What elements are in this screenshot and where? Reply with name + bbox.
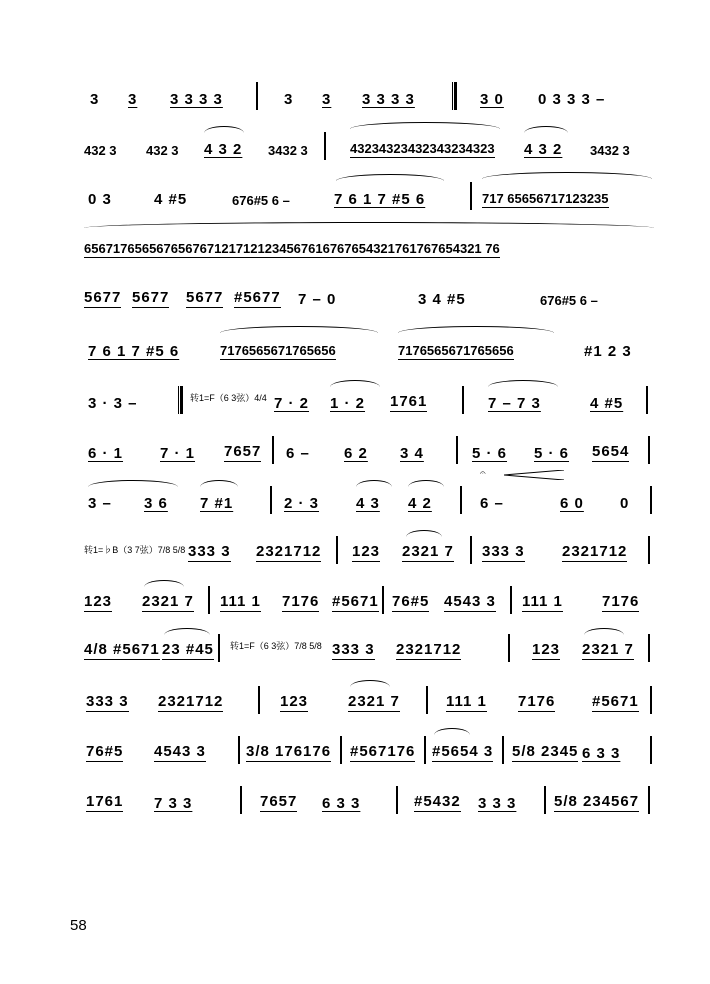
score-line-10 <box>84 524 664 564</box>
note-group: 4 #5 <box>590 395 624 412</box>
barline <box>650 686 652 714</box>
score-line-14 <box>84 724 664 764</box>
barline <box>508 634 510 662</box>
barline <box>272 436 274 464</box>
barline <box>646 386 648 414</box>
barline <box>650 736 652 764</box>
note-group: 3 <box>128 91 138 108</box>
barline <box>456 436 458 464</box>
note-group: 4 3 <box>356 495 380 512</box>
slur <box>330 380 380 387</box>
slur <box>406 530 442 537</box>
slur <box>356 480 392 487</box>
slur <box>84 222 654 228</box>
barline <box>648 436 650 464</box>
note-group: 123 <box>532 641 561 658</box>
note-group: 0 3 3 3 – <box>538 91 606 108</box>
note-group: 3 <box>284 91 294 108</box>
note-group: #5432 <box>414 793 461 810</box>
note-group: 3 0 <box>480 91 504 108</box>
note-group: 6 – <box>480 495 504 512</box>
barline <box>502 736 504 764</box>
slur <box>488 380 558 387</box>
barline <box>470 536 472 564</box>
note-group: #5671 <box>332 593 379 610</box>
barline <box>238 736 240 764</box>
slur <box>204 126 244 133</box>
note-group: 3/8 176176 <box>246 743 332 760</box>
note-group: 76#5 <box>86 743 124 760</box>
note-group: 2321 7 <box>402 543 454 560</box>
note-group: 7 3 3 <box>154 795 193 812</box>
note-group: 7176 <box>518 693 556 710</box>
note-group: 3 · 3 – <box>88 395 138 412</box>
score-line-2 <box>84 120 664 160</box>
barline <box>648 786 650 814</box>
barline <box>270 486 272 514</box>
note-group: 7 6 1 7 #5 6 <box>334 191 426 208</box>
note-group: 7 #1 <box>200 495 234 512</box>
double-barline <box>178 386 183 414</box>
slur <box>350 122 500 129</box>
note-group: 4 3 2 <box>524 141 563 158</box>
barline <box>382 586 384 614</box>
note-group: 3 3 3 <box>478 795 517 812</box>
slur <box>482 172 652 179</box>
note-group: 1761 <box>86 793 124 810</box>
grace-note-group: 432 3 <box>146 143 179 158</box>
note-group: 1 · 2 <box>330 395 366 412</box>
note-group: 76#5 <box>392 593 430 610</box>
grace-note-group: 3432 3 <box>268 143 308 158</box>
note-group: 1761 <box>390 393 428 410</box>
slur <box>398 326 554 333</box>
note-group: 2321712 <box>256 543 322 560</box>
barline <box>460 486 462 514</box>
note-group: 3 6 <box>144 495 168 512</box>
note-group: 717 65656717123235 <box>482 191 609 206</box>
barline <box>650 486 652 514</box>
note-group: 7176565671765656 <box>398 343 514 358</box>
note-group: 5 · 6 <box>534 445 570 462</box>
score-line-4 <box>84 220 664 260</box>
note-group: 123 <box>280 693 309 710</box>
note-group: 4 2 <box>408 495 432 512</box>
score-line-1 <box>84 70 664 110</box>
score-line-11 <box>84 574 664 614</box>
note-group: #5677 <box>234 289 281 306</box>
note-group: 123 <box>84 593 113 610</box>
note-group: 333 3 <box>86 693 129 710</box>
slur <box>408 480 444 487</box>
slur <box>144 580 184 587</box>
page-number: 58 <box>70 917 87 934</box>
note-group: 111 1 <box>220 593 261 610</box>
note-group: 333 3 <box>482 543 525 560</box>
note-group: 6567176565676567671217121234567616767654321761767654321 76 <box>84 241 500 256</box>
note-group: 3 4 #5 <box>418 291 466 308</box>
barline <box>424 736 426 764</box>
note-group: 6 – <box>286 445 310 462</box>
note-group: 0 <box>620 495 630 512</box>
note-group: 4543 3 <box>444 593 496 610</box>
note-group: #5654 3 <box>432 743 494 760</box>
grace-note-group: 676#5 6 – <box>232 193 290 208</box>
slur <box>220 326 378 333</box>
note-group: 6 · 1 <box>88 445 124 462</box>
note-group: 7 6 1 7 #5 6 <box>88 343 180 360</box>
grace-note-group: 3432 3 <box>590 143 630 158</box>
barline <box>544 786 546 814</box>
slur <box>584 628 624 635</box>
note-group: 7657 <box>224 443 262 460</box>
score-line-3 <box>84 170 664 210</box>
note-group: 6 2 <box>344 445 368 462</box>
key-change-label: 转1=F（6 3弦）4/4 <box>190 393 267 403</box>
barline <box>324 132 326 160</box>
note-group: 2321 7 <box>142 593 194 610</box>
note-group: 4/8 #5671 <box>84 641 160 658</box>
note-group: 5654 <box>592 443 630 460</box>
slur <box>336 174 444 181</box>
note-group: 3 3 3 3 <box>170 91 223 108</box>
note-group: 23 #45 <box>162 641 214 658</box>
note-group: 3 3 3 3 <box>362 91 415 108</box>
note-group: #567176 <box>350 743 416 760</box>
note-group: 5677 <box>84 289 122 306</box>
barline <box>208 586 210 614</box>
note-group: 7176 <box>282 593 320 610</box>
note-group: 43234323432343234323 <box>350 141 495 156</box>
score-line-9 <box>84 468 664 514</box>
barline <box>218 634 220 662</box>
note-group: 7176565671765656 <box>220 343 336 358</box>
fermata-icon: 𝄐 <box>480 468 486 479</box>
barline <box>648 634 650 662</box>
note-group: 3 4 <box>400 445 424 462</box>
note-group: 4543 3 <box>154 743 206 760</box>
score-line-8 <box>84 424 664 464</box>
note-group: 7 – 7 3 <box>488 395 541 412</box>
grace-note-group: 432 3 <box>84 143 117 158</box>
slur <box>88 480 178 487</box>
key-change-label: 转1=♭B（3 7弦）7/8 5/8 <box>84 545 186 555</box>
slur <box>524 126 568 133</box>
note-group: 2321712 <box>396 641 462 658</box>
note-group: #1 2 3 <box>584 343 632 360</box>
barline <box>462 386 464 414</box>
barline <box>336 536 338 564</box>
barline <box>396 786 398 814</box>
note-group: 333 3 <box>332 641 375 658</box>
score-line-7 <box>84 374 664 414</box>
note-group: 5 · 6 <box>472 445 508 462</box>
note-group: #5671 <box>592 693 639 710</box>
note-group: 2321 7 <box>582 641 634 658</box>
note-group: 6 3 3 <box>582 745 621 762</box>
note-group: 7176 <box>602 593 640 610</box>
note-group: 2321 7 <box>348 693 400 710</box>
note-group: 4 3 2 <box>204 141 243 158</box>
slur <box>200 480 238 487</box>
note-group: 5/8 2345 <box>512 743 579 760</box>
note-group: 0 3 <box>88 191 112 208</box>
key-change-label: 转1=F（6 3弦）7/8 5/8 <box>230 641 322 651</box>
note-group: 111 1 <box>522 593 563 610</box>
score-line-13 <box>84 674 664 714</box>
barline <box>240 786 242 814</box>
double-barline <box>452 82 457 110</box>
score-line-5 <box>84 270 664 310</box>
barline <box>256 82 258 110</box>
note-group: 6 3 3 <box>322 795 361 812</box>
note-group: 7657 <box>260 793 298 810</box>
note-group: 3 <box>90 91 100 108</box>
barline <box>470 182 472 210</box>
note-group: 5677 <box>186 289 224 306</box>
note-group: 3 – <box>88 495 112 512</box>
slur <box>164 628 210 635</box>
note-group: 3 <box>322 91 332 108</box>
note-group: 2321712 <box>562 543 628 560</box>
note-group: 7 – 0 <box>298 291 337 308</box>
note-group: 111 1 <box>446 693 487 710</box>
barline <box>510 586 512 614</box>
note-group: 2321712 <box>158 693 224 710</box>
grace-note-group: 676#5 6 – <box>540 293 598 308</box>
barline <box>426 686 428 714</box>
note-group: 2 · 3 <box>284 495 320 512</box>
note-group: 7 · 1 <box>160 445 196 462</box>
note-group: 123 <box>352 543 381 560</box>
score-line-6 <box>84 322 664 362</box>
barline <box>258 686 260 714</box>
slur <box>434 728 470 735</box>
barline <box>340 736 342 764</box>
score-line-15 <box>84 774 664 814</box>
note-group: 5677 <box>132 289 170 306</box>
note-group: 333 3 <box>188 543 231 560</box>
note-group: 4 #5 <box>154 191 188 208</box>
note-group: 7 · 2 <box>274 395 310 412</box>
note-group: 6 0 <box>560 495 584 512</box>
score-line-12 <box>84 622 664 662</box>
slur <box>350 680 390 687</box>
note-group: 5/8 234567 <box>554 793 640 810</box>
barline <box>648 536 650 564</box>
crescendo-hairpin-icon <box>504 470 564 480</box>
